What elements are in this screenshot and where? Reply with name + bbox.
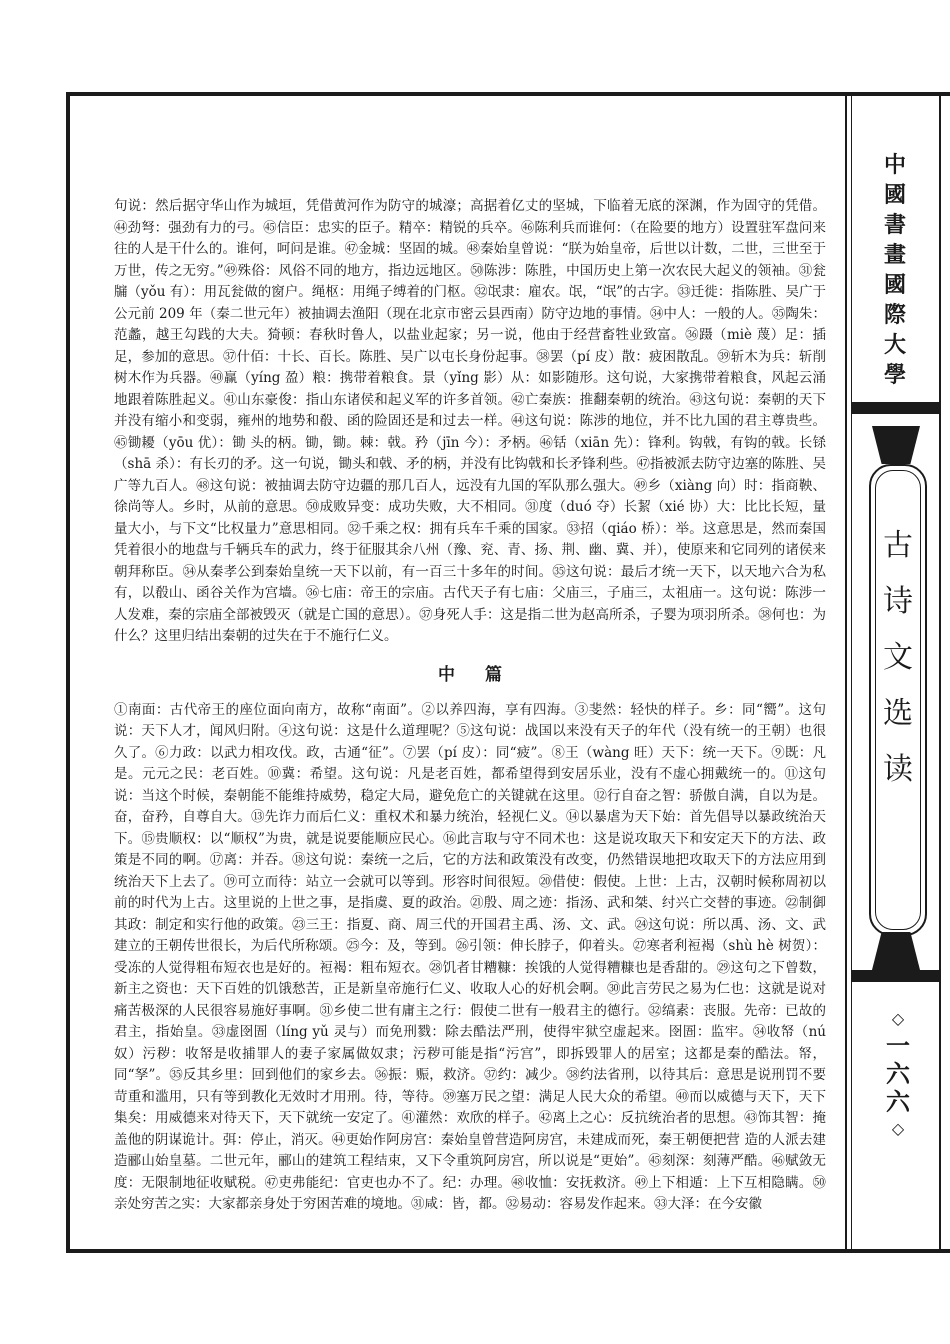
diamond-icon: ◇	[891, 1009, 905, 1028]
page-number-char: 六	[886, 1087, 910, 1116]
diamond-icon: ◇	[891, 1119, 905, 1138]
section-title-char: 古	[883, 528, 913, 563]
publisher-brand	[856, 150, 934, 390]
annotation-paragraph: 句说：然后据守华山作为城垣，凭借黄河作为防守的城濠；高据着亿丈的坚城，下临着无底的深渊，作为固守的凭借。㊹劲弩：强劲有力的弓。㊺信臣：忠实的臣子。精卒：精锐的兵卒。㊻陈利兵而谁何：（在险要的地方）设置驻军盘问来往的人是干什么的。谁何，呵问是谁。㊼金城：坚固的城。㊽秦始皇曾说：“朕为始皇帝，后世以计数，二世，三世至于万世，传之无穷。”㊾殊俗：风俗不同的地方，指边远地区。㊿陈涉：陈胜，中国历史上第一次农民大起义的领袖。㉛瓮牖（yǒu 有）：用瓦瓮做的窗户。绳枢：用绳子缚着的门枢。㉜氓隶：雇农。氓，“氓”的古字。㉝迁徙：指陈胜、吴广于公元前 209 年（秦二世元年）被抽调去渔阳（现在北京市密云县西南）防守边地的事情。㉞中人：一般的人。㉟陶朱：范蠡，越王勾践的大夫。猗顿：春秋时鲁人，以盐业起家；另一说，他由于经营畜牲业致富。㊱蹑（miè 蔑）足：插足，参加的意思。㊲什佰：十长、百长。陈胜、吴广以屯长身份起事。㊳罢（pí 皮）散：疲困散乱。㊴斩木为兵：斩削树木作为兵器。㊵赢（yíng 盈）粮：携带着粮食。景（yǐng 影）从：如影随形。这句说，大家携带着粮食，风起云涌地跟着陈胜起义。㊶山东豪俊：指山东诸侯和起义军的许多首领。㊷亡秦族：推翻秦朝的统治。㊸这句说：秦朝的天下并没有缩小和变弱，雍州的地势和殽、函的险固还是和过去一样。㊹这句说：陈涉的地位，并不比九国的君主尊贵些。㊺锄耰（yōu 优）：锄 头的柄。锄，锄。棘：戟。矜（jīn 今）：矛柄。㊻铦（xiān 先）：锋利。钩戟，有钩的戟。长铩（shā 杀）：有长刃的矛。这一句说，锄头和戟、矛的柄，并没有比钩戟和长矛锋利些。㊼指被派去防守边塞的陈胜、吴广等九百人。㊽这句说：被抽调去防守边疆的那几百人，远没有九国的军队那么强大。㊾乡（xiàng 向）时：指商鞅、徐尚等人。乡时，从前的意思。㊿成败异变：成功失败，大不相同。㉛度（duó 夺）长絜（xié 协）大：比比长短，量量大小，与下文“比权量力”意思相同。㉜千乘之权：拥有兵车千乘的国家。㉝招（qiáo 桥）：举。这意思是，然而秦国凭着很小的地盘与千辆兵车的武力，终于征服其余八州（豫、兖、青、扬、荆、幽、冀、并），使原来和它同列的诸侯来朝拜称臣。㉞从秦孝公到秦始皇统一天下以前，有一百三十多年的时间。㉟这句说：最后才统一天下，以天地六合为私有，以殽山、函谷关作为宫墙。㊱七庙：帝王的宗庙。古代天子有七庙：父庙三，子庙三，太祖庙一。这句说：陈涉一人发难，秦的宗庙全部被毁灭（就是亡国的意思）。㊲身死人手：这是指二世为赵高所杀，子婴为项羽所杀。㊳何也：为什么？这里归结出秦朝的过失在于不施行仁义。	[114, 198, 826, 644]
sidebar-rule	[939, 96, 941, 1249]
frame-top-rule	[66, 92, 950, 96]
sidebar-rule	[851, 96, 852, 1249]
brand-char: 書	[883, 212, 906, 238]
scroll-cap-bottom	[872, 932, 920, 970]
section-title-char: 诗	[883, 584, 913, 619]
brand-char: 國	[883, 272, 906, 298]
frame-bottom-rule	[66, 1249, 950, 1253]
section-title-char: 选	[883, 696, 913, 731]
sidebar-rule	[845, 96, 847, 1249]
section-heading: 中篇	[438, 664, 532, 685]
brand-char: 國	[883, 182, 906, 208]
page-number	[861, 1006, 935, 1142]
scroll-cap-top	[872, 426, 920, 464]
annotation-paragraph: ①南面：古代帝王的座位面向南方，故称“南面”。②以养四海，享有四海。③斐然：轻快的样子。乡：同“嚮”。这句说：天下人才，闻风归附。④这句说：这是什么道理呢？⑤这句说：战国以来没有天子的年代（没有统一的王朝）也很久了。⑥力政：以武力相攻伐。政，古通“征”。⑦罢（pí 皮）：同“疲”。⑧王（wàng 旺）天下：统一天下。⑨既：凡是。元元之民：老百姓。⑩冀：希望。这句说：凡是老百姓，都希望得到安居乐业，没有不虚心拥戴统一的。⑪这句说：当这个时候，秦朝能不能维持威势，稳定大局，避免危亡的关键就在这里。⑫行自奋之智：骄傲自满，自以为是。奋，奋矜，自尊自大。⑬先诈力而后仁义：重权术和暴力统治，轻视仁义。⑭以暴虐为天下始：首先倡导以暴政统治天下。⑮贵顺权：以“顺权”为贵，就是说要能顺应民心。⑯此言取与守不同术也：这是说攻取天下和安定天下的方法、政策是不同的啊。⑰离：并吞。⑱这句说：秦统一之后，它的方法和政策没有改变，仍然错误地把攻取天下的方法应用到统治天下上去了。⑲可立而待：站立一会就可以等到。形容时间很短。⑳借使：假使。上世：上古，汉朝时候称周初以前的时代为上古。这里说的上世之事，是指虞、夏的政治。㉑殷、周之迹：指汤、武和桀、纣兴亡交替的事迹。㉒制御其政：制定和实行他的政策。㉓三王：指夏、商、周三代的开国君主禹、汤、文、武。㉔这句说：所以禹、汤、文、武建立的王朝传世很长，为后代所称颂。㉕今：及，等到。㉖引领：伸长脖子，仰着头。㉗寒者利裋褐（shù hè 树贺）：受冻的人觉得粗布短衣也是好的。裋褐：粗布短衣。㉘饥者甘糟糠：挨饿的人觉得糟糠也是香甜的。㉙这句之下曾数，新主之资也：天下百姓的饥饿愁苦，正是新皇帝施行仁义、收取人心的好机会啊。㉚此言劳民之易为仁也：这就是说对痛苦极深的人民很容易施好事啊。㉛乡使二世有庸主之行：假使二世有一般君主的德行。㉜缟素：丧服。先帝：已故的君主，指始皇。㉝虚囹圄（líng yǔ 灵与）而免刑戮：除去酷法严刑，使得牢狱空虚起来。囹圄：监牢。㉞收帑（nú 奴）污秽：收帑是收捕罪人的妻子家属做奴隶；污秽可能是指“污宫”，即拆毁罪人的居室；这都是秦的酷法。帑，同“孥”。㉟反其乡里：回到他们的家乡去。㊱振：赈，救济。㊲约：减少。㊳约法省刑，以待其后：意思是说刑罚不要苛重和滥用，只有等到教化无效时才用刑。待，等待。㊴塞万民之望：满足人民大众的希望。㊵而以威德与天下，天下集矣：用威德来对待天下，天下就统一安定了。㊶灌然：欢欣的样子。㊷离上之心：反抗统治者的思想。㊸饰其智：掩盖他的阴谋诡计。弭：停止，消灭。㊹更始作阿房宫：秦始皇曾营造阿房宫，未建成而死，秦王朝便把营 造的人派去建造郦山始皇墓。二世元年，郦山的建筑工程结束，又下令重筑阿房宫，所以说是“更始”。㊺刻深：刻薄严酷。㊻赋敛无度：无限制地征收赋税。㊼吏弗能纪：官吏也办不了。纪：办理。㊽收恤：安抚救济。㊾上下相遁：上下互相隐瞒。㊿亲处穷苦之实：大家都亲身处于穷困苦难的境地。㉛咸：皆，都。㉜易动：容易发作起来。㉝大泽：在今安徽	[114, 701, 826, 1212]
main-text	[114, 196, 826, 1216]
brand-char: 學	[883, 362, 906, 388]
section-title-char: 读	[883, 752, 913, 787]
brand-char: 大	[883, 332, 906, 358]
brand-char: 中	[883, 152, 906, 178]
section-title-char: 文	[883, 640, 913, 675]
sidebar-band	[852, 402, 939, 414]
page-number-char: 六	[886, 1059, 910, 1088]
sidebar-band	[852, 970, 939, 982]
page-number-char: 一	[886, 1031, 910, 1060]
section-title	[869, 518, 927, 798]
brand-char: 際	[883, 302, 906, 328]
frame-left-rule	[66, 92, 70, 1252]
brand-char: 畫	[883, 242, 906, 268]
